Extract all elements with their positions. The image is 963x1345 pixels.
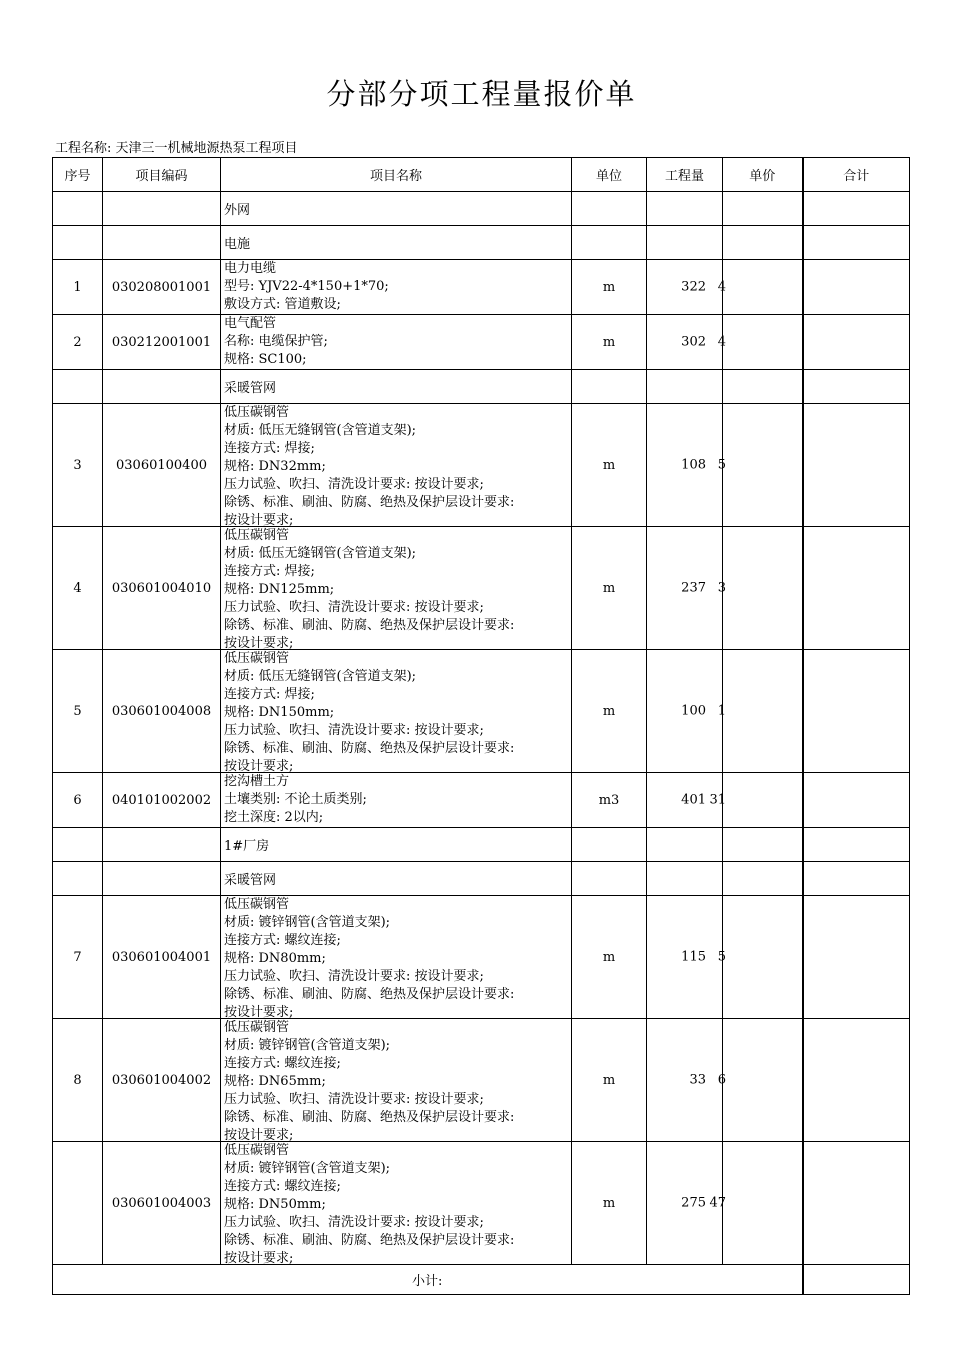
item-total [803, 404, 910, 527]
item-price-fragment: 47 [709, 1195, 726, 1211]
group-row [53, 370, 910, 404]
header-code: 项目编码 [103, 158, 221, 192]
item-description: 低压碳钢管 材质: 低压无缝钢管(含管道支架); 连接方式: 焊接; 规格: DN125mm; 压力试验、吹扫、清洗设计要求: 按设计要求; 除锈、标准、刷油、防腐、绝热及保护层设计要求: 按设计要求; [224, 528, 515, 651]
item-price [723, 260, 803, 315]
item-unit: m [572, 650, 647, 773]
table-row [53, 896, 910, 1019]
group-label: 电施 [221, 226, 572, 260]
item-price [723, 1019, 803, 1142]
item-price [723, 315, 803, 370]
quote-table [52, 157, 910, 1295]
table-row [53, 1142, 910, 1265]
group-row [53, 226, 910, 260]
item-quantity: 322 [681, 279, 706, 295]
item-seq: 7 [53, 896, 103, 1019]
item-unit: m [572, 315, 647, 370]
group-label: 采暖管网 [221, 862, 572, 896]
item-unit: m [572, 527, 647, 650]
header-total: 合计 [803, 158, 910, 192]
item-total [803, 1019, 910, 1142]
item-price [723, 773, 803, 828]
item-description: 低压碳钢管 材质: 低压无缝钢管(含管道支架); 连接方式: 焊接; 规格: DN150mm; 压力试验、吹扫、清洗设计要求: 按设计要求; 除锈、标准、刷油、防腐、绝热及保护层设计要求: 按设计要求; [224, 651, 515, 774]
item-total [803, 773, 910, 828]
item-total [803, 315, 910, 370]
item-description: 电力电缆 型号: YJV22-4*150+1*70; 敷设方式: 管道敷设; [224, 261, 389, 312]
table-row [53, 260, 910, 315]
item-code: 030212001001 [103, 315, 221, 370]
group-row [53, 192, 910, 226]
item-description: 低压碳钢管 材质: 镀锌钢管(含管道支架); 连接方式: 螺纹连接; 规格: DN80mm; 压力试验、吹扫、清洗设计要求: 按设计要求; 除锈、标准、刷油、防腐、绝热及保护层设计要求: 按设计要求; [224, 897, 515, 1020]
item-price-fragment: 4 [717, 334, 726, 350]
item-quantity: 100 [681, 703, 706, 719]
table-row [53, 404, 910, 527]
item-seq: 6 [53, 773, 103, 828]
item-seq: 1 [53, 260, 103, 315]
item-total [803, 527, 910, 650]
item-total [803, 1142, 910, 1265]
project-name: 工程名称: 天津三一机械地源热泵工程项目 [55, 141, 298, 156]
item-unit: m [572, 404, 647, 527]
group-row [53, 862, 910, 896]
item-seq: 2 [53, 315, 103, 370]
table-row [53, 773, 910, 828]
item-unit: m3 [572, 773, 647, 828]
group-label: 采暖管网 [221, 370, 572, 404]
item-price-fragment: 5 [717, 457, 726, 473]
item-quantity: 302 [681, 334, 706, 350]
item-quantity: 275 [681, 1195, 706, 1211]
item-seq: 5 [53, 650, 103, 773]
header-name: 项目名称 [221, 158, 572, 192]
item-code: 03060100400 [103, 404, 221, 527]
item-price [723, 404, 803, 527]
table-row [53, 315, 910, 370]
item-seq: 3 [53, 404, 103, 527]
item-description: 低压碳钢管 材质: 镀锌钢管(含管道支架); 连接方式: 螺纹连接; 规格: DN50mm; 压力试验、吹扫、清洗设计要求: 按设计要求; 除锈、标准、刷油、防腐、绝热及保护层设计要求: 按设计要求; [224, 1143, 515, 1266]
group-label: 外网 [221, 192, 572, 226]
item-seq: 4 [53, 527, 103, 650]
item-code: 030601004003 [103, 1142, 221, 1265]
item-description: 电气配管 名称: 电缆保护管; 规格: SC100; [224, 316, 328, 367]
subtotal-label: 小计: [53, 1265, 803, 1295]
group-label: 1#厂房 [221, 828, 572, 862]
item-quantity: 108 [681, 457, 706, 473]
header-unit: 单位 [572, 158, 647, 192]
item-price [723, 527, 803, 650]
item-code: 030208001001 [103, 260, 221, 315]
item-price-fragment: 6 [717, 1072, 726, 1088]
item-code: 030601004001 [103, 896, 221, 1019]
item-unit: m [572, 896, 647, 1019]
item-unit: m [572, 1142, 647, 1265]
item-description: 低压碳钢管 材质: 镀锌钢管(含管道支架); 连接方式: 螺纹连接; 规格: DN65mm; 压力试验、吹扫、清洗设计要求: 按设计要求; 除锈、标准、刷油、防腐、绝热及保护层设计要求: 按设计要求; [224, 1020, 515, 1143]
item-price [723, 896, 803, 1019]
page-title: 分部分项工程量报价单 [326, 77, 637, 111]
item-code: 030601004008 [103, 650, 221, 773]
header-row [53, 158, 910, 192]
item-price-fragment: 4 [717, 279, 726, 295]
item-code: 040101002002 [103, 773, 221, 828]
header-qty: 工程量 [647, 158, 723, 192]
item-seq [53, 1142, 103, 1265]
item-seq: 8 [53, 1019, 103, 1142]
item-quantity: 115 [681, 949, 706, 965]
item-price-fragment: 1 [717, 703, 726, 719]
table-row [53, 527, 910, 650]
item-quantity: 401 [681, 792, 706, 808]
subtotal-row [53, 1265, 910, 1295]
item-quantity: 237 [681, 580, 706, 596]
table-row [53, 650, 910, 773]
header-seq: 序号 [53, 158, 103, 192]
item-unit: m [572, 260, 647, 315]
item-price-fragment: 31 [709, 792, 726, 808]
item-description: 挖沟槽土方 土壤类别: 不论土质类别; 挖土深度: 2以内; [224, 774, 367, 825]
item-total [803, 260, 910, 315]
item-total [803, 896, 910, 1019]
item-price [723, 650, 803, 773]
header-price: 单价 [723, 158, 803, 192]
group-row [53, 828, 910, 862]
item-price [723, 1142, 803, 1265]
item-total [803, 650, 910, 773]
item-unit: m [572, 1019, 647, 1142]
item-code: 030601004010 [103, 527, 221, 650]
item-description: 低压碳钢管 材质: 低压无缝钢管(含管道支架); 连接方式: 焊接; 规格: DN32mm; 压力试验、吹扫、清洗设计要求: 按设计要求; 除锈、标准、刷油、防腐、绝热及保护层设计要求: 按设计要求; [224, 405, 515, 528]
item-price-fragment: 3 [717, 580, 726, 596]
item-code: 030601004002 [103, 1019, 221, 1142]
item-quantity: 33 [689, 1072, 706, 1088]
table-row [53, 1019, 910, 1142]
subtotal-value [803, 1265, 910, 1295]
item-price-fragment: 5 [717, 949, 726, 965]
